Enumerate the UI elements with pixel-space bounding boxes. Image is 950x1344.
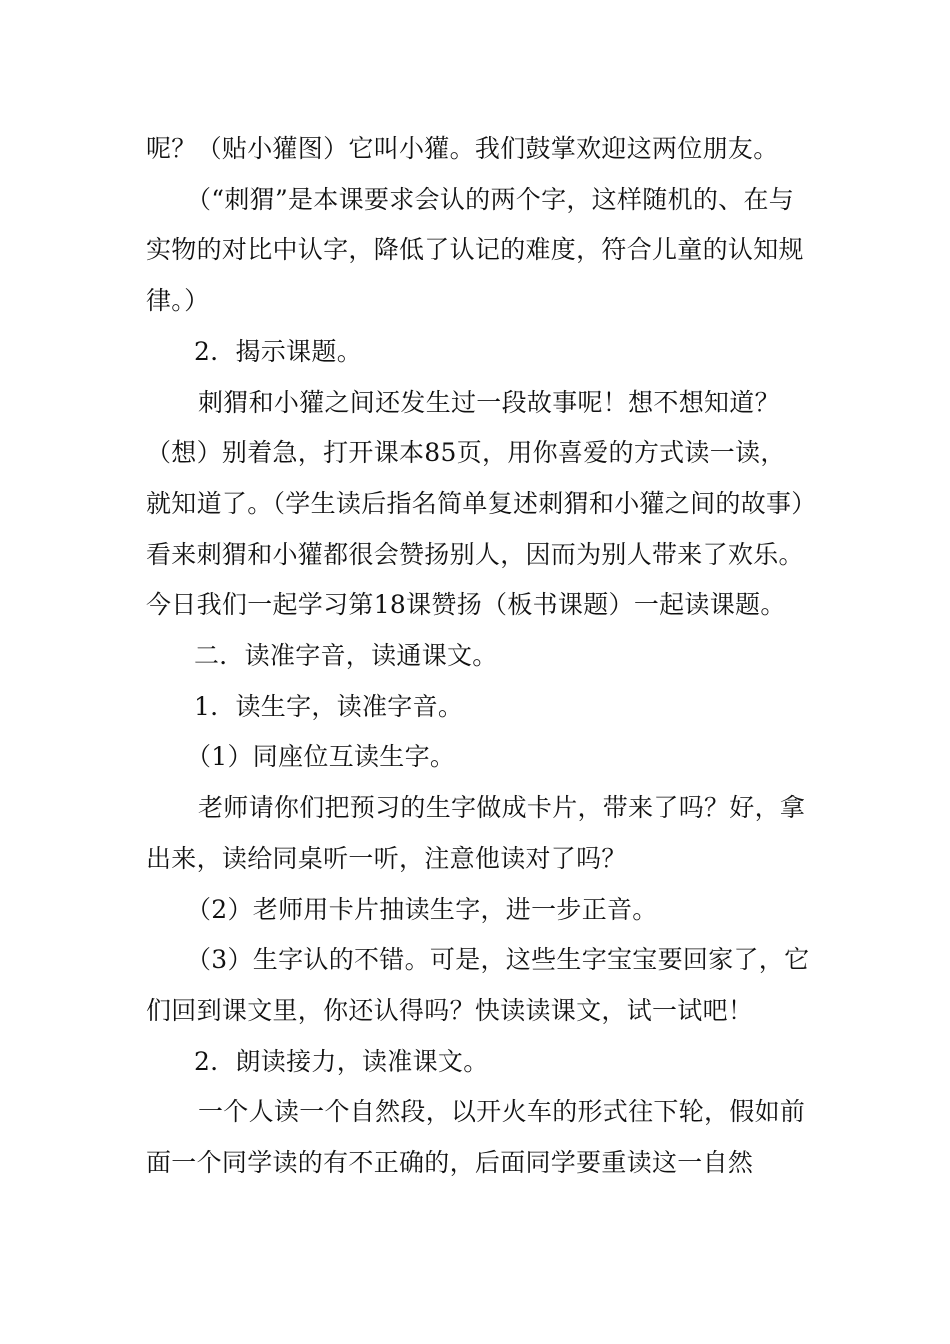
paragraph: （“刺猬”是本课要求会认的两个字，这样随机的、在与实物的对比中认字，降低了认记的难度，符合儿童的认知规律。）: [146, 184, 804, 316]
document-body: [146, 124, 810, 1189]
section-heading: 2．揭示课题。: [194, 336, 363, 366]
paragraph: 呢？（贴小獾图）它叫小獾。我们鼓掌欢迎这两位朋友。: [146, 134, 779, 163]
paragraph: 老师请你们把预习的生字做成卡片，带来了吗？好，拿出来，读给同桌听一听，注意他读对了吗？: [146, 793, 806, 873]
section-heading: 1．读生字，读准字音。: [194, 691, 464, 721]
paragraph: 刺猬和小獾之间还发生过一段故事呢！想不想知道？（想）别着急，打开课本85页，用你喜爱的方式读一读，就知道了。（学生读后指名简单复述刺猬和小獾之间的故事）看来刺猬和小獾都很会赞扬别人，因而为别人带来了欢乐。今日我们一起学习第18课赞扬（板书课题）一起读课题。: [146, 387, 805, 620]
paragraph: （3）生字认的不错。可是，这些生字宝宝要回家了，它们回到课文里，你还认得吗？快读读课文，试一试吧！: [146, 945, 810, 1025]
paragraph: 一个人读一个自然段，以开火车的形式往下轮，假如前面一个同学读的有不正确的，后面同学要重读这一自然: [146, 1097, 806, 1178]
section-heading: 2．朗读接力，读准课文。: [194, 1046, 489, 1076]
paragraph: （1）同座位互读生字。: [186, 742, 456, 772]
paragraph: （2）老师用卡片抽读生字，进一步正音。: [186, 894, 658, 924]
section-heading: 二．读准字音，读通课文。: [194, 641, 498, 671]
